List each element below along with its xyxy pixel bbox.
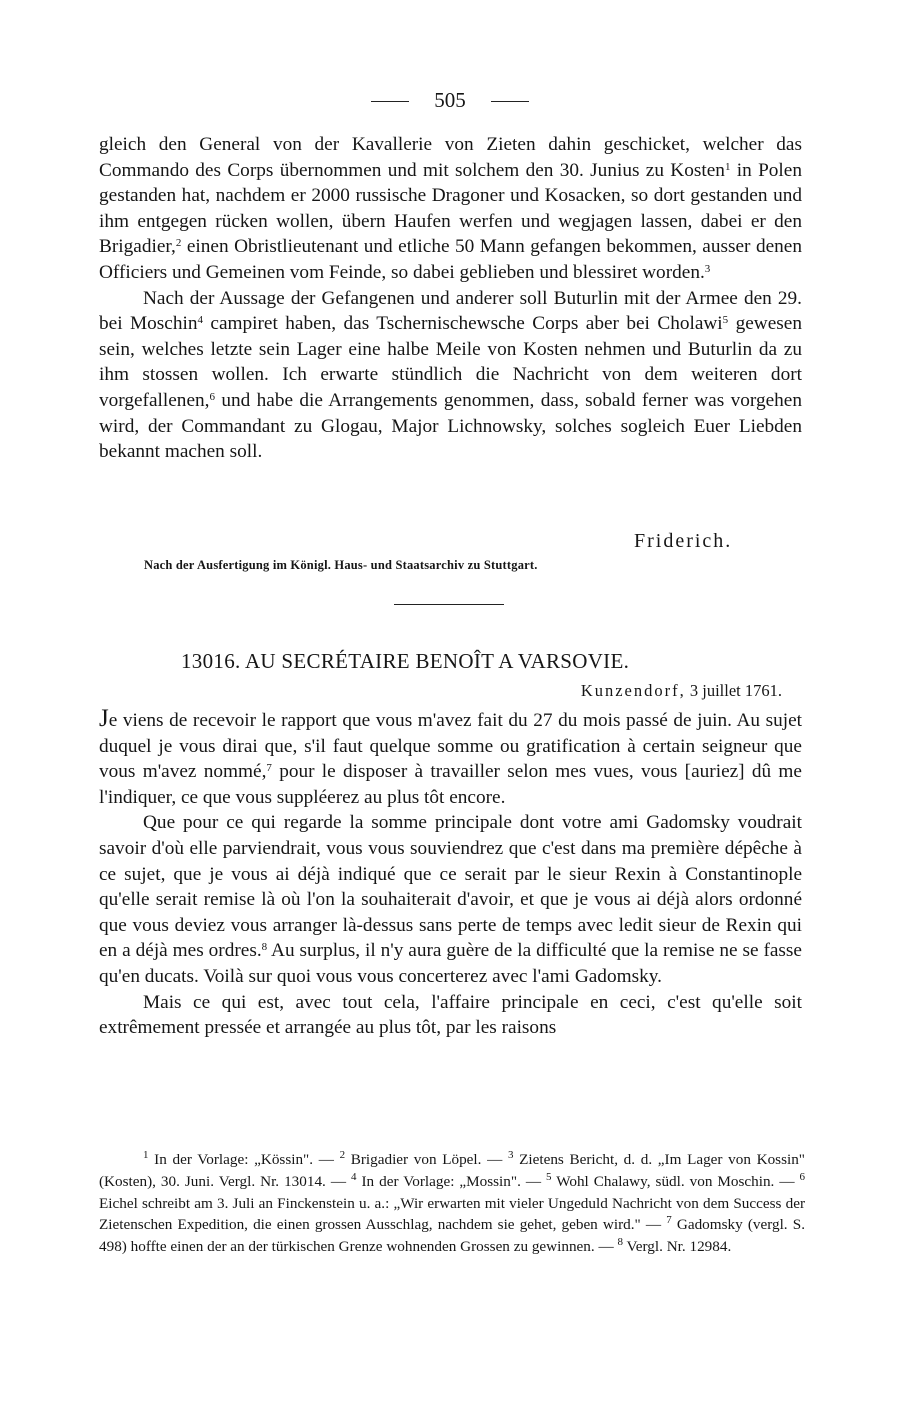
footnote-ref: 3 xyxy=(704,262,711,275)
footnote-mark: 6 xyxy=(799,1170,805,1183)
footnote-ref: 7 xyxy=(266,762,272,775)
text-run: e viens de recevoir le rapport que vous m'avez fait du 27 du mois passé de juin. Au sujet duquel je vous dirai que, s'il faut quelque somme ou gratification à certain seigneur que vous m'avez nommé, xyxy=(99,710,802,783)
footnote-mark: 4 xyxy=(351,1170,357,1183)
footnote-ref: 2 xyxy=(175,237,182,250)
footnote-mark: 7 xyxy=(666,1214,672,1227)
header-rule-left xyxy=(371,101,409,102)
dateline-date: 3 juillet 1761. xyxy=(685,681,782,700)
text-run: gleich den General von der Kavallerie von Zieten dahin geschicket, welcher das Commando des Corps übernommen und mit solchem den 30. Junius zu Kosten xyxy=(99,134,802,181)
footnote-ref: 1 xyxy=(724,160,731,173)
dateline-place: Kunzendorf, xyxy=(580,681,686,700)
text-run: Au surplus, il n'y aura guère de la difficulté que la remise ne se fasse qu'en ducats. Voilà sur quoi vous vous concerterez avec l'ami Gadomsky. xyxy=(99,940,802,987)
text-run: gewesen sein, welches letzte sein Lager eine halbe Meile von Kosten nehmen und Buturlin da zu ihm stossen wollen. Ich erwarte stündlich die Nachricht von dem weiteren dort vorgefallenen, xyxy=(99,313,802,411)
section-divider xyxy=(394,604,504,605)
header-rule-right xyxy=(491,101,529,102)
paragraph xyxy=(99,705,802,810)
footnote-text: Gadomsky (vergl. S. 498) hoffte einen der an der türkischen Grenze wohnenden Grossen zu gewinnen. — xyxy=(99,1216,805,1256)
paragraph xyxy=(99,990,802,1041)
text-run: Mais ce qui est, avec tout cela, l'affaire principale en ceci, c'est qu'elle soit extrêmement pressée et arrangée au plus tôt, par les raisons xyxy=(99,991,802,1039)
footnote-text: Zietens Bericht, d. d. „Im Lager von Kossin" (Kosten), 30. Juni. Vergl. Nr. 13014. — xyxy=(99,1151,805,1190)
initial-letter: J xyxy=(99,705,109,732)
text-run: pour le disposer à travailler selon mes vues, vous [auriez] dû me l'indiquer, ce que vous suppléerez au plus tôt encore. xyxy=(99,761,802,808)
footnote-mark: 5 xyxy=(546,1170,552,1183)
dateline xyxy=(581,681,782,701)
paragraph xyxy=(99,810,802,989)
footnote-text: Vergl. Nr. 12984. xyxy=(622,1238,732,1256)
text-run: einen Obristlieutenant und etliche 50 Mann gefangen bekommen, ausser denen Officiers und Gemeinen vom Feinde, so dabei geblieben und blessiret worden. xyxy=(99,236,802,283)
text-run: Que pour ce qui regarde la somme principale dont votre ami Gadomsky voudrait savoir d'où elle parviendrait, vous vous souviendrez que c'est dans ma première dépêche à ce sujet, que je vous ai déjà indiqué que ce serait par le sieur Rexin à Constantinople qu'elle serait remise là où l'on la souhaiterait d'avoir, et que je vous ai déjà alors ordonné que vous deviez vous arranger là-dessus sans perte de temps avec ledit sieur de Rexin qui en a déjà mes ordres. xyxy=(99,812,802,962)
footnote-mark: 2 xyxy=(339,1149,346,1161)
footnote-text: Eichel schreibt am 3. Juli an Finckenstein u. a.: „Wir erwarten mit vieler Ungeduld Nachricht von dem Success der Zietenschen Expedition, die einen grossen Ausschlag, nachdem sie gehet, geben wird." — xyxy=(99,1194,805,1234)
footnote-mark: 1 xyxy=(143,1149,149,1161)
footnote-text: In der Vorlage: „Kössin". — xyxy=(148,1151,340,1168)
source-note: Nach der Ausfertigung im Königl. Haus- und Staatsarchiv zu Stuttgart. xyxy=(144,558,538,572)
footnote-block xyxy=(99,1149,805,1258)
text-run: und habe die Arrangements genommen, dass, sobald ferner was vorgehen wird, der Commandant zu Glogau, Major Lichnowsky, solches sogleich Euer Liebden bekannt machen soll. xyxy=(99,389,802,463)
footnote-ref: 6 xyxy=(209,390,215,403)
page-header xyxy=(0,88,900,118)
footnotes xyxy=(99,1149,805,1258)
page-number: 505 xyxy=(434,88,466,112)
footnote-ref: 8 xyxy=(261,941,268,954)
footnote-text: In der Vorlage: „Mossin". — xyxy=(356,1172,547,1190)
document-heading: 13016. AU SECRÉTAIRE BENOÎT A VARSOVIE. xyxy=(181,649,630,673)
footnote-mark: 8 xyxy=(617,1236,623,1249)
text-run: in Polen gestanden hat, nachdem er 2000 russische Dragoner und Kosacken, so dort gestanden und ihm entgegen rücken wollen, übern Haufen werfen und wegjagen lassen, dabei er den Brigadier, xyxy=(99,159,802,258)
letter-body xyxy=(99,705,802,1041)
footnote-ref: 5 xyxy=(722,314,729,327)
footnote-text: Wohl Chalawy, südl. von Moschin. — xyxy=(551,1172,800,1190)
signature: Friderich. xyxy=(634,530,733,552)
letter-continuation xyxy=(99,132,802,465)
paragraph xyxy=(99,132,802,286)
text-run: campiret haben, das Tschernischewsche Corps aber bei Cholawi xyxy=(202,313,723,335)
paragraph xyxy=(99,286,802,465)
footnote-ref: 4 xyxy=(197,314,203,327)
footnote-text: Brigadier von Löpel. — xyxy=(345,1151,508,1168)
footnote-mark: 3 xyxy=(507,1149,514,1161)
text-run: Nach der Aussage der Gefangenen und anderer soll Buturlin mit der Armee den 29. bei Moschin xyxy=(99,287,802,335)
